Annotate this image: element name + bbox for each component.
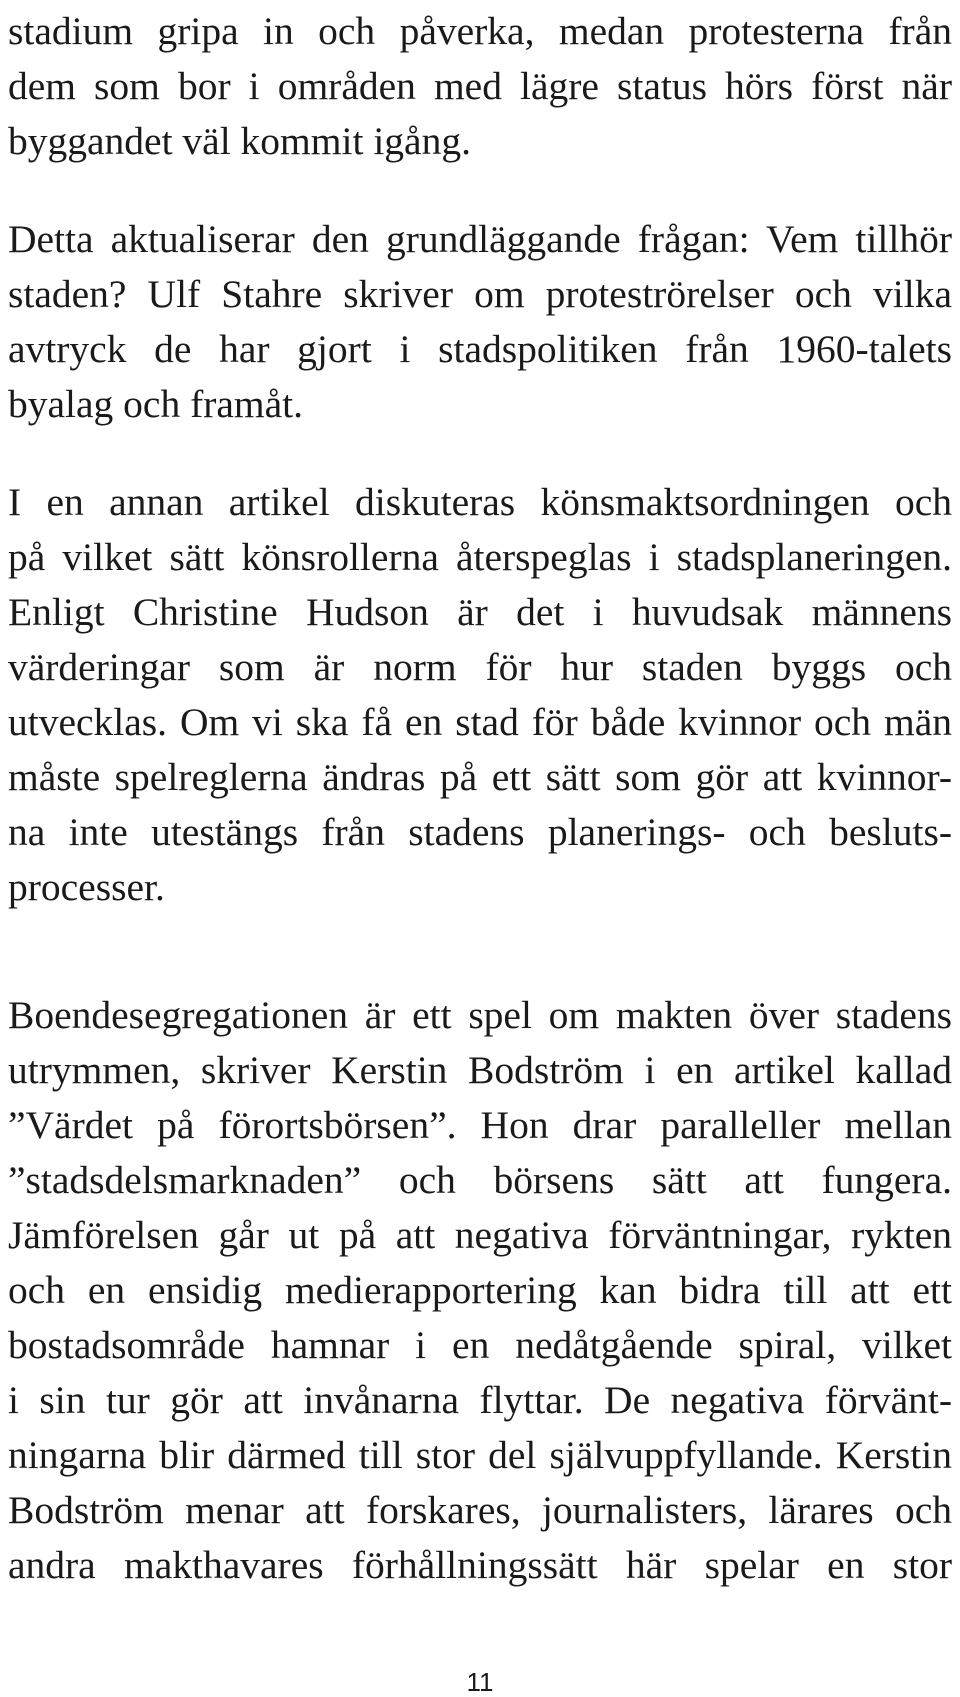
text-line: på vilket sätt könsrollerna återspeglas i stadsplaneringen. (8, 535, 952, 579)
text-line: ”Värdet på förortsbörsen”. Hon drar paralleller mellan (8, 1103, 952, 1147)
text-line: Jämförelsen går ut på att negativa förväntningar, rykten (8, 1213, 952, 1257)
text-line: bostadsområde hamnar i en nedåtgående spiral, vilket (8, 1323, 952, 1367)
text-line: ”stadsdelsmarknaden” och börsens sätt att fungera. (8, 1158, 952, 1202)
text-line: Boendesegregationen är ett spel om makten över stadens (8, 993, 952, 1037)
text-line: andra makthavares förhållningssätt här spelar en stor (8, 1543, 952, 1587)
text-line: dem som bor i områden med lägre status hörs först när (8, 64, 952, 108)
document-page (8, 0, 952, 1697)
text-line: Enligt Christine Hudson är det i huvudsak männens (8, 590, 952, 634)
text-line: processer. (8, 865, 165, 909)
page-number: 11 (466, 1667, 494, 1697)
text-line: na inte utestängs från stadens planerings- och besluts- (8, 810, 952, 854)
text-line: i sin tur gör att invånarna flyttar. De negativa förvänt- (8, 1378, 952, 1422)
text-line: utvecklas. Om vi ska få en stad för både kvinnor och män (8, 700, 952, 744)
text-line: stadium gripa in och påverka, medan protesterna från (8, 9, 952, 53)
text-line: avtryck de har gjort i stadspolitiken från 1960-talets (8, 327, 952, 371)
text-line: värderingar som är norm för hur staden byggs och (8, 645, 952, 689)
text-line: Bodström menar att forskares, journalisters, lärares och (8, 1488, 952, 1532)
text-line: ningarna blir därmed till stor del självuppfyllande. Kerstin (8, 1433, 952, 1477)
text-line: måste spelreglerna ändras på ett sätt som gör att kvinnor- (8, 755, 952, 799)
text-line: utrymmen, skriver Kerstin Bodström i en artikel kallad (8, 1048, 952, 1092)
text-line: I en annan artikel diskuteras könsmaktsordningen och (8, 480, 952, 524)
text-line: och en ensidig medierapportering kan bidra till att ett (8, 1268, 952, 1312)
text-line: Detta aktualiserar den grundläggande frågan: Vem tillhör (8, 217, 952, 261)
text-line: byggandet väl kommit igång. (8, 119, 471, 163)
text-line: byalag och framåt. (8, 382, 304, 426)
text-line: staden? Ulf Stahre skriver om proteströrelser och vilka (8, 272, 952, 316)
